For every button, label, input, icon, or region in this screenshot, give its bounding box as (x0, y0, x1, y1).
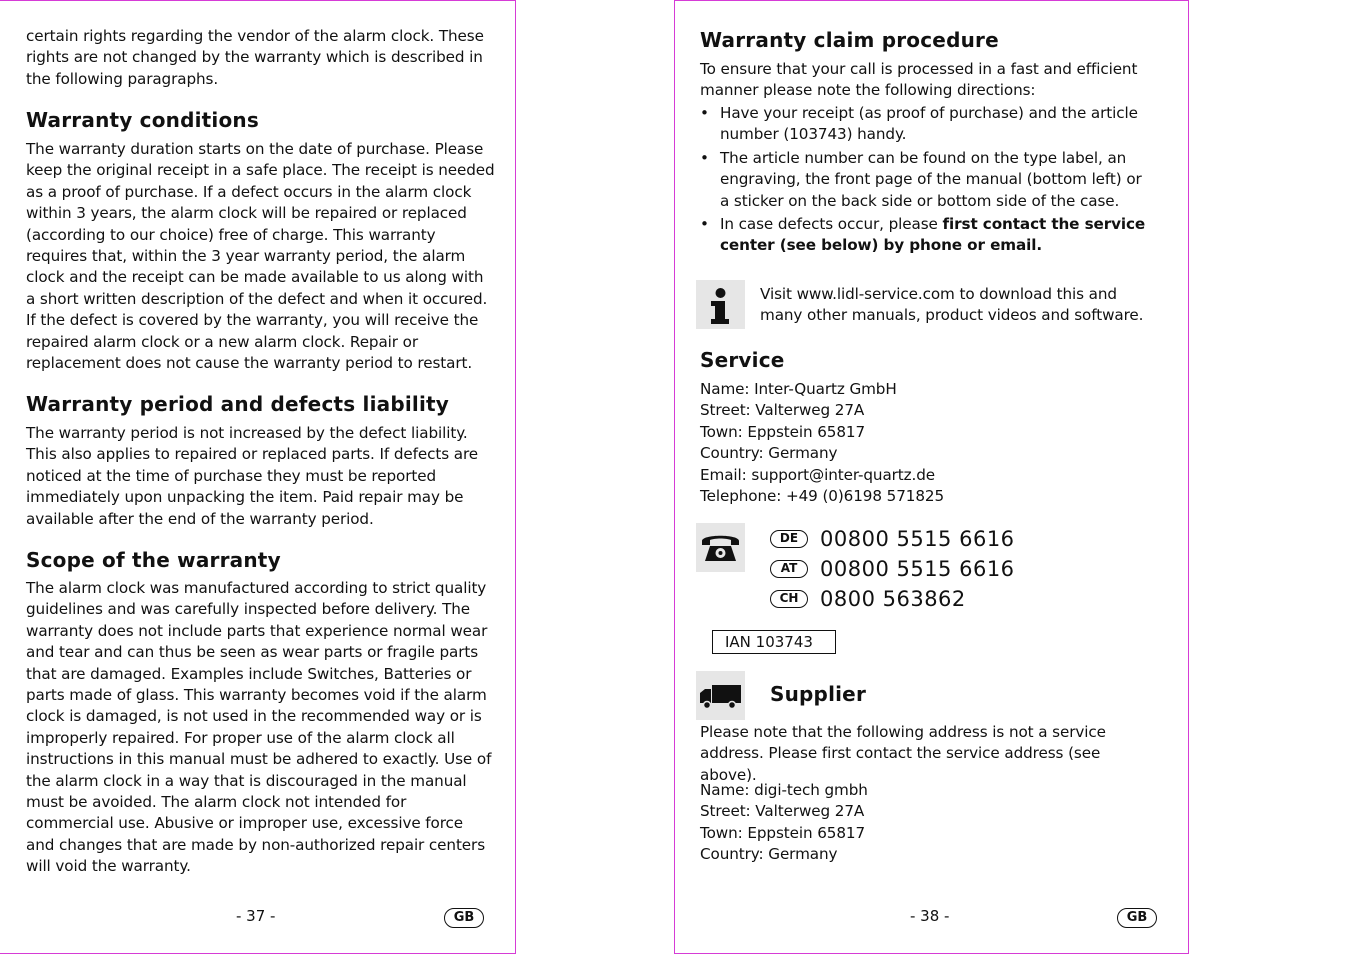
gb-badge-left: GB (444, 908, 484, 928)
service-street: Street: Valterweg 27A (700, 401, 865, 420)
bullet-symbol: • (700, 104, 709, 122)
truck-icon (696, 671, 745, 720)
list-item (700, 148, 1150, 212)
info-icon (696, 280, 745, 329)
service-name: Name: Inter-Quartz GmbH (700, 380, 897, 398)
service-address (700, 379, 1160, 507)
hotline-number-at: 00800 5515 6616 (820, 557, 1015, 581)
heading-scope-warranty: Scope of the warranty (26, 548, 281, 572)
hotline-at (770, 554, 1015, 584)
supplier-street: Street: Valterweg 27A (700, 802, 865, 821)
info-text: Visit www.lidl-service.com to download this and many other manuals, product videos and software. (760, 285, 1144, 325)
hotline-ch (770, 584, 966, 614)
claim-bullet-list (700, 103, 1150, 257)
warranty-period-text: The warranty period is not increased by the defect liability. This also applies to repaired or replaced parts. If defects are noticed at the time of purchase they must be reported immediately upon unpacking the item. Paid repair may be available after the end of the warranty period. (26, 424, 479, 528)
supplier-name: Name: digi-tech gmbh (700, 781, 868, 799)
country-badge-de: DE (770, 530, 808, 548)
claim-intro: To ensure that your call is processed in a fast and efficient manner please note the following directions: (700, 60, 1138, 100)
hotline-de (770, 524, 1015, 554)
page-number-left: - 37 - (236, 907, 276, 925)
ian-box: IAN 103743 (712, 630, 836, 654)
heading-service: Service (700, 348, 785, 372)
bullet-text: The article number can be found on the type label, an engraving, the front page of the manual (bottom left) or a sticker on the back side or bottom side of the case. (720, 148, 1142, 210)
bullet-symbol: • (700, 148, 709, 167)
supplier-note: Please note that the following address is not a service address. Please first contact the service address (see above). (700, 723, 1106, 784)
scope-warranty-text: The alarm clock was manufactured according to strict quality guidelines and was carefully inspected before delivery. The warranty does not include parts that experience normal wear and tear and can thus be seen as wear parts or fragile parts that are damaged. Examples include Switches, Batteries or parts made of glass. This warranty becomes void if the alarm clock is damaged, is not used in the recommended way or is improperly repaired. For proper use of the alarm clock all instructions in this manual must be adhered to exactly. Use of the alarm clock in a way that is discouraged in the manual must be avoided. The alarm clock not intended for commercial use. Abusive or improper use, excessive force and changes that are made by non-authorized repair centers will void the warranty. (26, 579, 492, 876)
bullet-symbol: • (700, 215, 709, 234)
page-number-right: - 38 - (910, 907, 950, 925)
service-telephone: Telephone: +49 (0)6198 571825 (700, 487, 945, 506)
gb-badge-right: GB (1117, 908, 1157, 928)
bullet-bold-text: first contact the service center (see below) by phone or email. (720, 215, 1146, 255)
hotline-number-de: 00800 5515 6616 (820, 527, 1015, 551)
warranty-conditions-text: The warranty duration starts on the date of purchase. Please keep the original receipt in a safe place. The receipt is needed as a proof of purchase. If a defect occurs in the alarm clock within 3 years, the alarm clock will be repaired or replaced (according to our choice) free of charge. This warranty requires that, within the 3 year warranty period, the alarm clock and the receipt can be made available to us along with a short written description of the defect and when it occured. If the defect is covered by the warranty, you will receive the repaired alarm clock or a new alarm clock. Repair or replacement does not cause the warranty period to restart. (26, 140, 495, 373)
telephone-icon (696, 523, 745, 572)
heading-warranty-conditions: Warranty conditions (26, 108, 259, 132)
country-badge-ch: CH (770, 590, 808, 608)
heading-supplier: Supplier (770, 682, 867, 706)
bullet-text: Have your receipt (as proof of purchase) and the article number (103743) handy. (720, 104, 1138, 144)
service-country: Country: Germany (700, 444, 838, 463)
supplier-country: Country: Germany (700, 845, 838, 864)
country-badge-at: AT (770, 560, 808, 578)
supplier-town: Town: Eppstein 65817 (700, 823, 866, 842)
supplier-address (700, 780, 1160, 866)
service-email: Email: support@inter-quartz.de (700, 465, 936, 484)
hotline-number-ch: 0800 563862 (820, 587, 966, 611)
bullet-text: In case defects occur, please (720, 215, 943, 234)
intro-paragraph: certain rights regarding the vendor of the alarm clock. These rights are not changed by the warranty which is described in the following paragraphs. (26, 27, 484, 88)
list-item (700, 214, 1150, 257)
heading-warranty-period: Warranty period and defects liability (26, 392, 450, 416)
heading-claim-procedure: Warranty claim procedure (700, 28, 999, 52)
service-town: Town: Eppstein 65817 (700, 422, 866, 441)
list-item (700, 103, 1150, 146)
